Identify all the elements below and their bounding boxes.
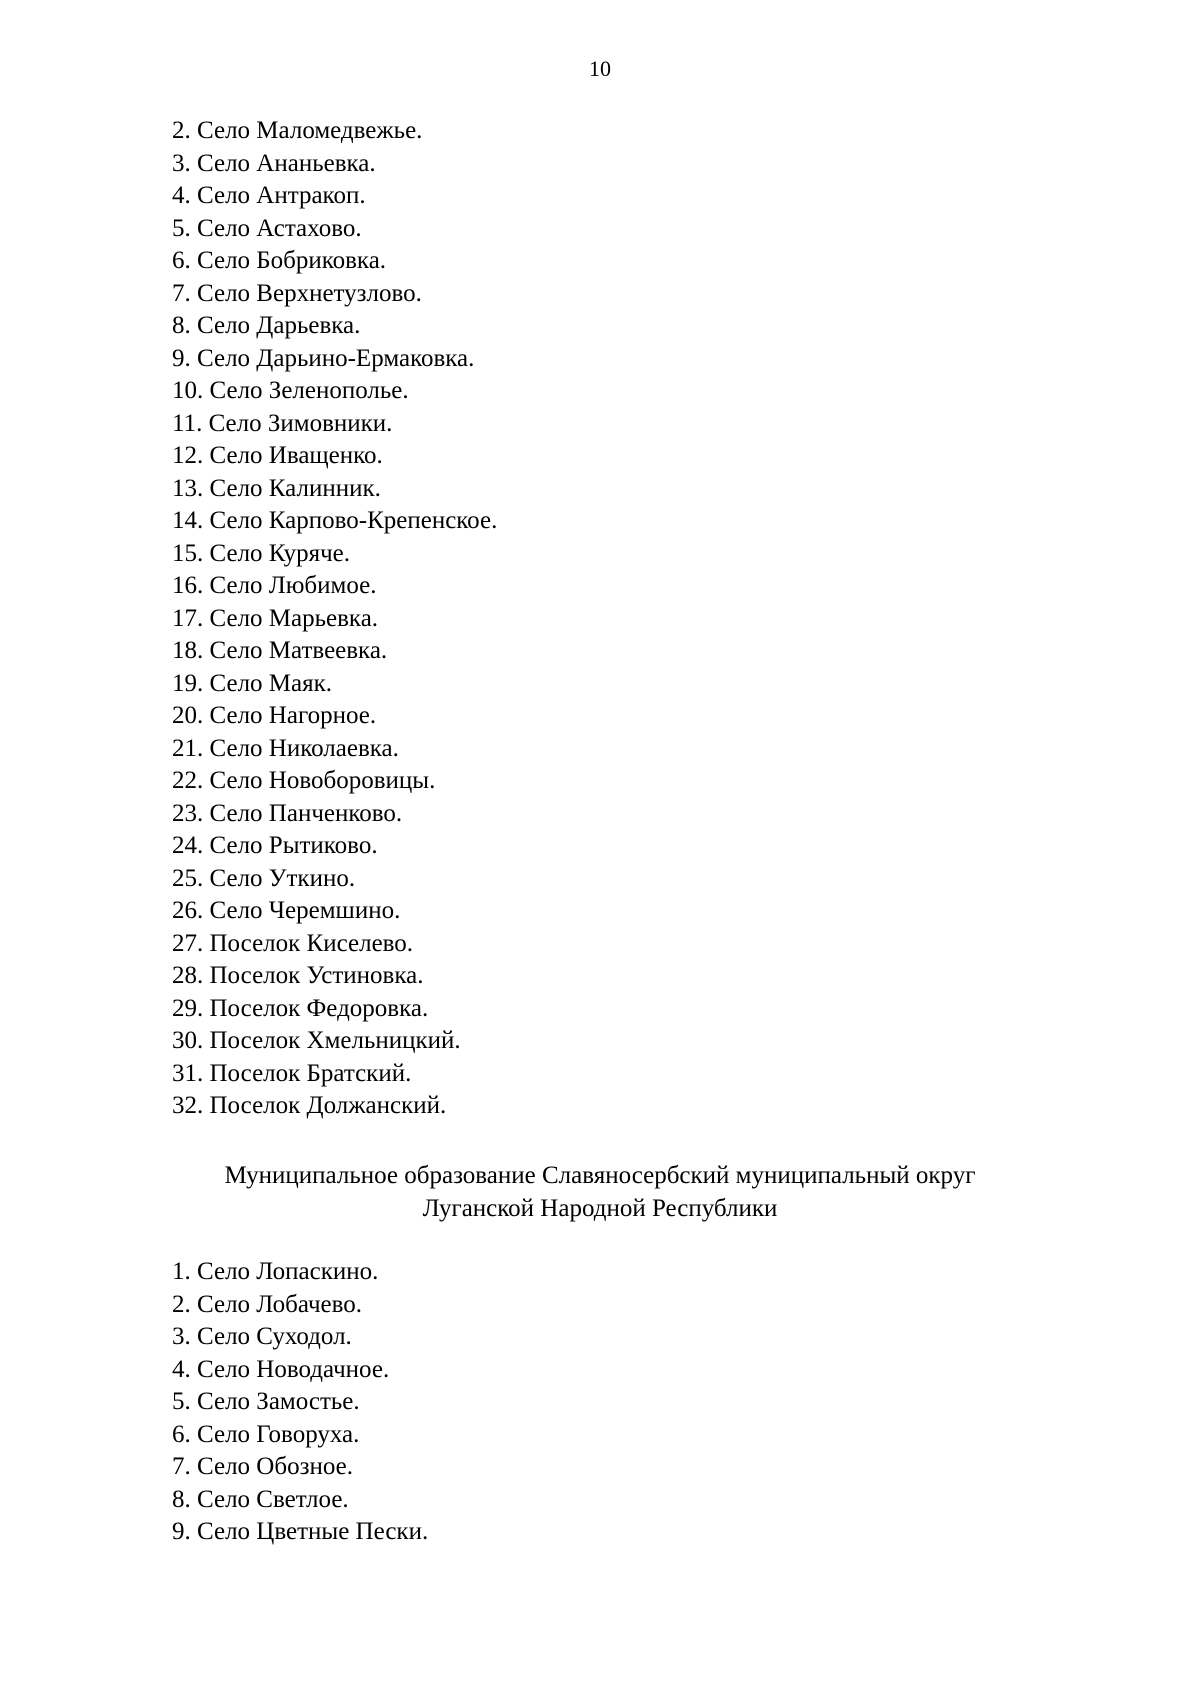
list-item: 32. Поселок Должанский. [172, 1092, 447, 1119]
list-item: 28. Поселок Устиновка. [172, 962, 424, 989]
list-item: 4. Село Новодачное. [172, 1355, 390, 1383]
list-item: 4. Село Антракоп. [172, 182, 366, 209]
list-item: 19. Село Маяк. [172, 669, 333, 697]
page-number: 10 [589, 56, 611, 81]
list-item: 11. Село Зимовники. [172, 409, 393, 437]
list-item: 2. Село Маломедвежье. [172, 117, 423, 144]
list-item: 7. Село Верхнетузлово. [172, 279, 422, 307]
list-item: 25. Село Уткино. [172, 864, 356, 892]
list-item: 9. Село Дарьино-Ермаковка. [172, 344, 475, 372]
list-item: 8. Село Светлое. [172, 1485, 349, 1513]
list-item: 21. Село Николаевка. [172, 734, 399, 762]
list-item: 6. Село Бобриковка. [172, 247, 387, 274]
list-item: 26. Село Черемшино. [172, 897, 401, 924]
list-item: 17. Село Марьевка. [172, 604, 379, 632]
list-item: 3. Село Ананьевка. [172, 149, 376, 177]
list-item: 6. Село Говоруха. [172, 1420, 360, 1448]
list-item: 2. Село Лобачево. [172, 1290, 363, 1318]
list-item: 3. Село Суходол. [172, 1323, 352, 1350]
settlement-list [172, 1256, 428, 1549]
list-item: 20. Село Нагорное. [172, 702, 377, 729]
list-item: 5. Село Астахово. [172, 214, 362, 242]
list-item: 9. Село Цветные Пески. [172, 1518, 429, 1545]
list-item: 23. Село Панченково. [172, 799, 403, 827]
settlement-list [172, 115, 497, 1123]
section-heading [0, 1159, 1200, 1225]
list-item: 5. Село Замостье. [172, 1388, 360, 1415]
list-item: 12. Село Иващенко. [172, 442, 383, 469]
list-item: 22. Село Новоборовицы. [172, 767, 436, 794]
list-item: 13. Село Калинник. [172, 474, 381, 502]
list-item: 1. Село Лопаскино. [172, 1258, 379, 1285]
list-item: 31. Поселок Братский. [172, 1059, 412, 1087]
list-item: 27. Поселок Киселево. [172, 929, 414, 957]
list-item: 15. Село Куряче. [172, 539, 351, 567]
list-item: 14. Село Карпово-Крепенское. [172, 507, 498, 534]
list-item: 30. Поселок Хмельницкий. [172, 1027, 461, 1054]
list-item: 18. Село Матвеевка. [172, 637, 388, 664]
list-item: 16. Село Любимое. [172, 572, 377, 599]
list-item: 29. Поселок Федоровка. [172, 994, 429, 1022]
list-item: 7. Село Обозное. [172, 1453, 353, 1480]
list-item: 10. Село Зеленополье. [172, 377, 409, 404]
list-item: 8. Село Дарьевка. [172, 312, 361, 339]
section-heading-line: Луганской Народной Республики [422, 1195, 778, 1222]
section-heading-line: Муниципальное образование Славяносербский муниципальный округ [224, 1162, 976, 1189]
list-item: 24. Село Рытиково. [172, 832, 378, 859]
